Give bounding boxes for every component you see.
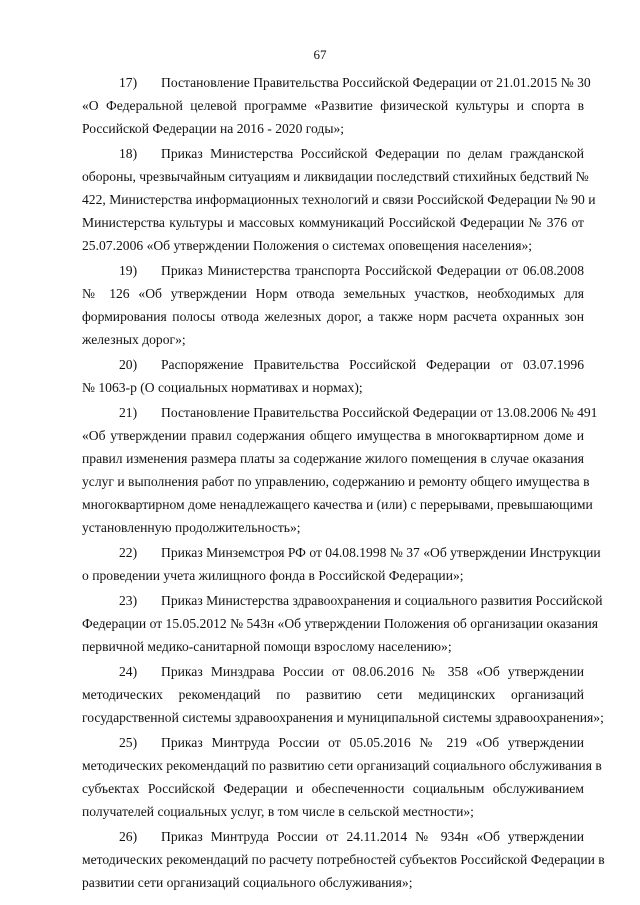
- item-text: Приказ Минтруда России от 05.05.2016 № 219 «Об утверждении: [161, 735, 584, 750]
- item-text: многоквартирном доме ненадлежащего качества и (или) с перерывами, превышающими: [82, 497, 593, 512]
- item-text: Приказ Минздрава России от 08.06.2016 № 358 «Об утверждении: [161, 664, 584, 679]
- list-item: [82, 660, 604, 729]
- document-body: [82, 71, 605, 896]
- item-text: установленную продолжительность»;: [82, 520, 301, 535]
- item-number: 26): [119, 829, 138, 844]
- list-item: [82, 142, 596, 257]
- list-item: [82, 259, 584, 351]
- item-number: 20): [119, 357, 138, 372]
- item-text: Приказ Министерства транспорта Российской Федерации от 06.08.2008: [161, 263, 584, 278]
- item-text: услуг и выполнения работ по управлению, содержанию и ремонту общего имущества в: [82, 474, 590, 489]
- list-item: [82, 731, 602, 823]
- item-text: субъектах Российской Федерации и обеспеченности социальным обслуживанием: [82, 781, 584, 796]
- item-text: 25.07.2006 «Об утверждении Положения о системах оповещения населения»;: [82, 238, 533, 253]
- item-text: правил изменения размера платы за содержание жилого помещения в случае оказания: [82, 451, 584, 466]
- item-text: методических рекомендаций по развитию сети медицинских организаций: [82, 687, 584, 702]
- list-item: [82, 541, 601, 587]
- item-number: 21): [119, 405, 138, 420]
- item-text: методических рекомендаций по развитию сети организаций социального обслуживания в: [82, 758, 602, 773]
- item-text: обороны, чрезвычайным ситуациям и ликвидации последствий стихийных бедствий №: [82, 169, 589, 184]
- item-text: № 1063-р (О социальных нормативах и нормах);: [82, 380, 363, 395]
- item-text: Приказ Минтруда России от 24.11.2014 № 934н «Об утверждении: [161, 829, 584, 844]
- item-number: 25): [119, 735, 138, 750]
- item-text: Федерации от 15.05.2012 № 543н «Об утверждении Положения об организации оказания: [82, 616, 599, 631]
- item-text: «О Федеральной целевой программе «Развитие физической культуры и спорта в: [82, 98, 584, 113]
- item-number: 18): [119, 146, 138, 161]
- item-text: получателей социальных услуг, в том числе в сельской местности»;: [82, 804, 474, 819]
- item-text: 422, Министерства информационных технологий и связи Российской Федерации № 90 и: [82, 192, 596, 207]
- item-text: железных дорог»;: [82, 332, 186, 347]
- item-text: о проведении учета жилищного фонда в Российской Федерации»;: [82, 568, 464, 583]
- page-number: 67: [313, 47, 327, 62]
- list-item: [82, 353, 584, 399]
- item-number: 23): [119, 593, 138, 608]
- item-text: методических рекомендаций по расчету потребностей субъектов Российской Федерации в: [82, 852, 605, 867]
- list-item: [82, 589, 603, 658]
- item-text: № 126 «Об утверждении Норм отвода земельных участков, необходимых для: [82, 286, 584, 301]
- item-text: Министерства культуры и массовых коммуникаций Российской Федерации № 376 от: [82, 215, 584, 230]
- item-text: «Об утверждении правил содержания общего имущества в многоквартирном доме и: [82, 428, 584, 443]
- item-text: государственной системы здравоохранения и муниципальной системы здравоохранения»;: [82, 710, 604, 725]
- item-text: Приказ Министерства здравоохранения и социального развития Российской: [161, 593, 603, 608]
- item-text: Приказ Минземстроя РФ от 04.08.1998 № 37 «Об утверждении Инструкции: [161, 545, 601, 560]
- item-number: 19): [119, 263, 138, 278]
- item-text: формирования полосы отвода железных дорог, а также норм расчета охранных зон: [82, 309, 584, 324]
- item-text: первичной медико-санитарной помощи взрослому населению»;: [82, 639, 452, 654]
- item-text: Российской Федерации на 2016 - 2020 годы»;: [82, 121, 345, 136]
- list-item: [82, 401, 598, 539]
- item-number: 17): [119, 75, 138, 90]
- item-text: Распоряжение Правительства Российской Федерации от 03.07.1996: [161, 357, 584, 372]
- item-text: Постановление Правительства Российской Федерации от 21.01.2015 № 30: [161, 75, 591, 90]
- item-text: развитии сети организаций социального обслуживания»;: [82, 875, 413, 890]
- item-number: 22): [119, 545, 138, 560]
- item-text: Постановление Правительства Российской Федерации от 13.08.2006 № 491: [161, 405, 598, 420]
- list-item: [82, 825, 605, 894]
- item-number: 24): [119, 664, 138, 679]
- item-text: Приказ Министерства Российской Федерации по делам гражданской: [161, 146, 584, 161]
- list-item: [82, 71, 591, 140]
